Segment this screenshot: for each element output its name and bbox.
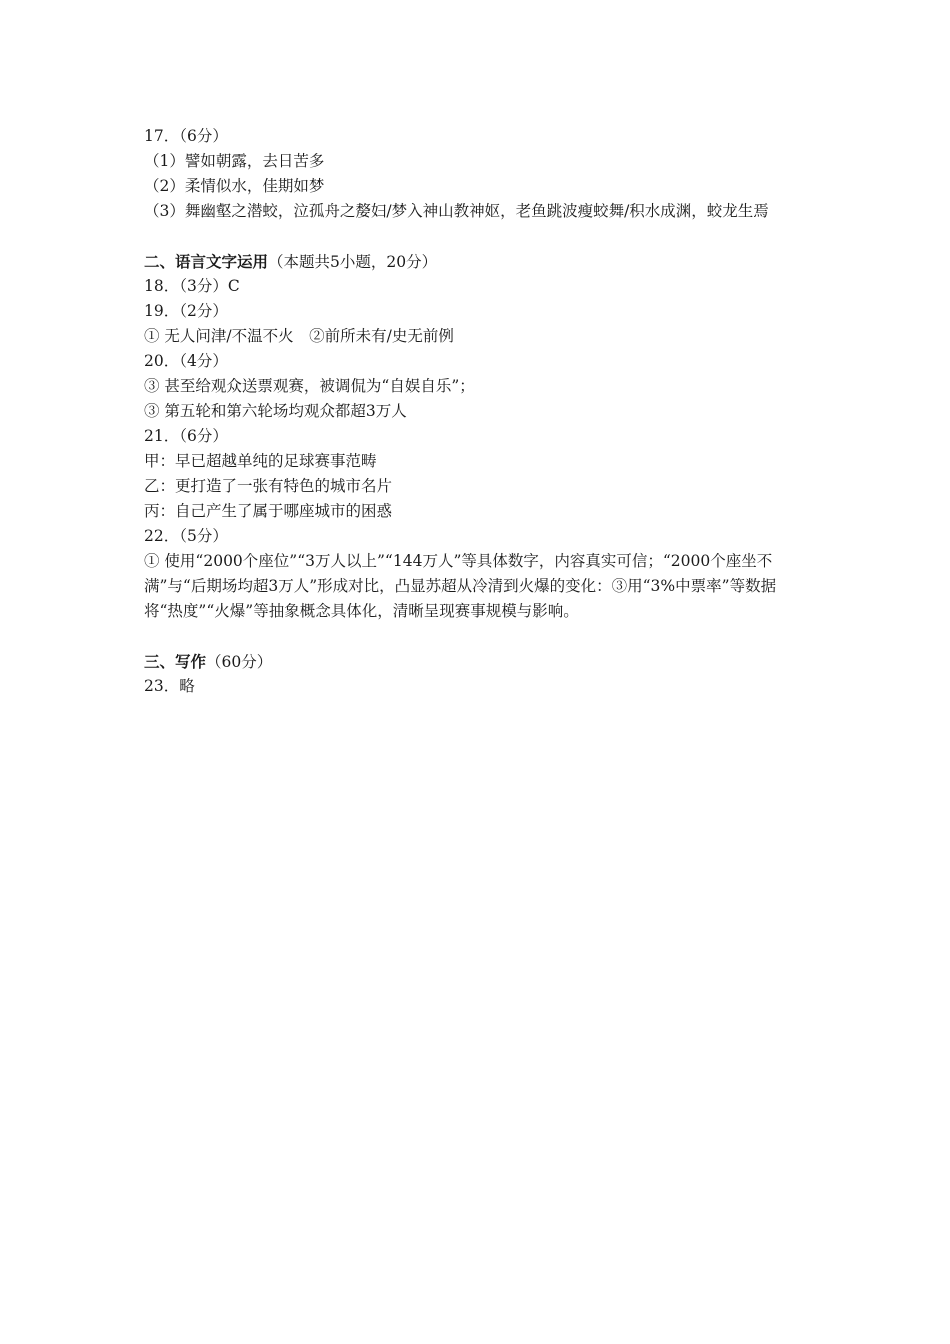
- q17-answer-3: （3）舞幽壑之潜蛟，泣孤舟之嫠妇/梦入神山教神妪，老鱼跳波瘦蛟舞/积水成渊，蛟龙生焉: [144, 202, 769, 220]
- section-writing-subtitle: （60分）: [206, 653, 273, 671]
- answer-key-page: [144, 124, 812, 699]
- q17-answer-2: （2）柔情似水，佳期如梦: [144, 177, 325, 195]
- q18-answer: 18．（3分）C: [144, 277, 240, 295]
- q17-title: 17．（6分）: [144, 127, 228, 145]
- q21-answer-yi: 乙：更打造了一张有特色的城市名片: [144, 477, 393, 495]
- spacer: [144, 624, 812, 649]
- spacer: [144, 224, 812, 249]
- q22-answer: ① 使用“2000个座位”“3万人以上”“144万人”等具体数字，内容真实可信；“2000个座坐不满”与“后期场均超3万人”形成对比，凸显苏超从冷清到火爆的变化：③用“3%中票率”等数据将“热度”“火爆”等抽象概念具体化，清晰呈现赛事规模与影响。: [144, 552, 777, 620]
- q23-answer: 23．略: [144, 677, 195, 695]
- q22-title: 22．（5分）: [144, 527, 228, 545]
- q20-answer-1: ③ 甚至给观众送票观赛，被调侃为“自娱自乐”；: [144, 377, 475, 395]
- section-language-subtitle: （本题共5小题，20分）: [268, 253, 438, 271]
- q19-answer: ① 无人问津/不温不火 ②前所未有/史无前例: [144, 327, 454, 345]
- section-language-title: 二、语言文字运用: [144, 252, 269, 271]
- q20-answer-2: ③ 第五轮和第六轮场均观众都超3万人: [144, 402, 407, 420]
- q20-title: 20．（4分）: [144, 352, 228, 370]
- section-language-heading: [144, 249, 812, 274]
- section-writing-heading: [144, 649, 812, 674]
- section-writing-title: 三、写作: [144, 652, 207, 671]
- q21-answer-bing: 丙：自己产生了属于哪座城市的困惑: [144, 502, 393, 520]
- q21-answer-jia: 甲：早已超越单纯的足球赛事范畴: [144, 452, 377, 470]
- q19-title: 19．（2分）: [144, 302, 228, 320]
- q17-answer-1: （1）譬如朝露，去日苦多: [144, 152, 325, 170]
- q21-title: 21．（6分）: [144, 427, 228, 445]
